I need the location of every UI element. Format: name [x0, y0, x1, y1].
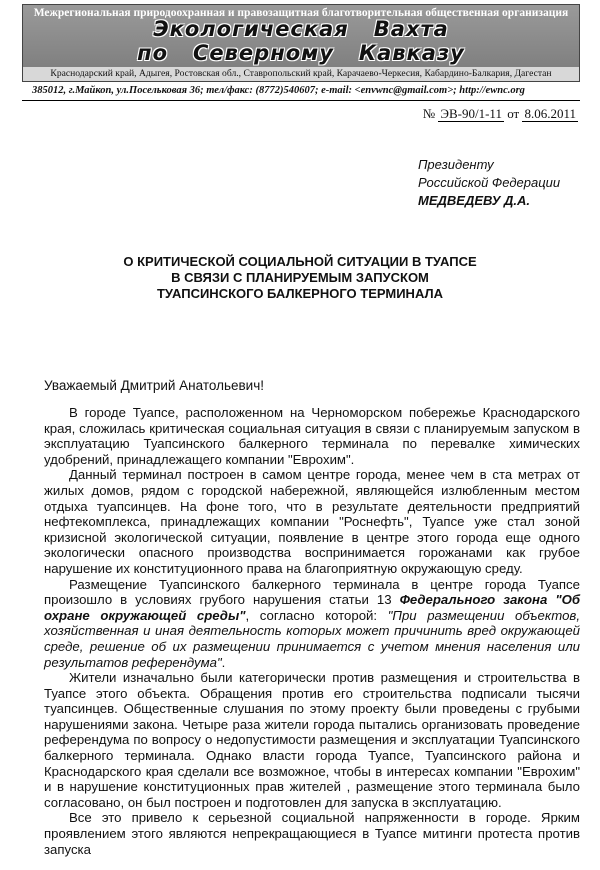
- letterhead-regions: Краснодарский край, Адыгея, Ростовская обл., Ставропольский край, Карачаево-Черкесия, Кабардино-Балкария, Дагестан: [23, 67, 579, 81]
- paragraph-4: Жители изначально были категорически против размещения и строительства в Туапсе этого объекта. Обращения против его строительства подписали тысячи туапсинцев. Общественные слушания по этому проекту были проведены с грубыми нарушениями закона. Четыре раза жители города пытались организовать проведение референдума по вопросу о недопустимости размещения и эксплуатации Туапсинского балкерного терминала. Однако власти города Туапсе, Туапсинского района и Краснодарского края сделали все возможное, чтобы в интересах компании "Еврохим" и в нарушение конституционных прав жителей , размещение этого терминала было согласовано, он был построен и подготовлен для запуска в эксплуатацию.: [44, 670, 580, 810]
- letterhead-title-line1: Экологическая Вахта: [153, 17, 449, 41]
- paragraph-2: Данный терминал построен в самом центре города, менее чем в ста метрах от жилых домов, рядом с городской набережной, являющейся излюбленным местом отдыха туапсинцев. На фоне того, что в результате деятельности предприятий нефтекомплекса, принадлежащих компании "Роснефть", Туапсе уже стал зоной кризисной экологической ситуации, появление в центре этого города еще одного экологически опасного производства воспринимается горожанами как грубое нарушение их конституционного права на благоприятную окружающую среду.: [44, 467, 580, 576]
- letterhead-title-line2: по Северному Кавказу: [137, 41, 465, 65]
- paragraph-5: Все это привело к серьезной социальной напряженности в городе. Ярким проявлением этого являются непрекращающиеся в Туапсе митинги протеста против запуска: [44, 810, 580, 857]
- addressee-line2: Российской Федерации: [418, 175, 561, 190]
- reference-line: [423, 106, 578, 122]
- organization-description: Межрегиональная природоохранная и правозащитная благотворительная общественная организация: [33, 7, 569, 19]
- paragraph-3-text-a: Размещение Туапсинского балкерного терминала в центре города Туапсе произошло в условиях грубого нарушения статьи 13: [44, 576, 580, 608]
- letter-subject: [0, 254, 600, 302]
- addressee-block: [418, 156, 560, 210]
- letterhead: [22, 4, 580, 82]
- contact-line: 385012, г.Майкоп, ул.Посельковая 36; тел/факс: (8772)540607; e-mail: <envwnc@gmail.com>; http://ewnc.org: [32, 85, 525, 96]
- ref-date-label: от: [507, 106, 520, 121]
- paragraph-3: [44, 577, 580, 671]
- paragraph-1: В городе Туапсе, расположенном на Черноморском побережье Краснодарского края, сложилась критическая социальная ситуация в связи с планируемым запуском в эксплуатацию Туапсинского балкерного терминала по перевалке химических удобрений, принадлежащего компании "Еврохим".: [44, 405, 580, 467]
- addressee-line1: Президенту: [418, 157, 494, 172]
- law-quote: "При размещении объектов, хозяйственная и иная деятельность которых может причинить вред окружающей среде, решение об их размещении принимается с учетом мнения населения или результатов референдума": [44, 607, 580, 670]
- paragraph-3-text-c: .: [221, 654, 226, 670]
- greeting: Уважаемый Дмитрий Анатольевич!: [44, 378, 264, 393]
- ref-number-label: №: [422, 106, 436, 121]
- paragraph-3-text-b: , согласно которой:: [245, 607, 388, 623]
- law-reference: Федерального закона "Об охране окружающей среды": [44, 592, 580, 623]
- letter-body: [44, 405, 580, 857]
- subject-line1: О КРИТИЧЕСКОЙ СОЦИАЛЬНОЙ СИТУАЦИИ В ТУАПСЕ: [123, 254, 477, 269]
- subject-line2: В СВЯЗИ С ПЛАНИРУЕМЫМ ЗАПУСКОМ: [171, 270, 429, 285]
- ref-number: ЭВ-90/1-11: [440, 106, 502, 121]
- contact-divider: [22, 100, 580, 101]
- addressee-name: МЕДВЕДЕВУ Д.А.: [418, 193, 530, 208]
- ref-date: 8.06.2011: [524, 106, 576, 121]
- subject-line3: ТУАПСИНСКОГО БАЛКЕРНОГО ТЕРМИНАЛА: [156, 286, 444, 301]
